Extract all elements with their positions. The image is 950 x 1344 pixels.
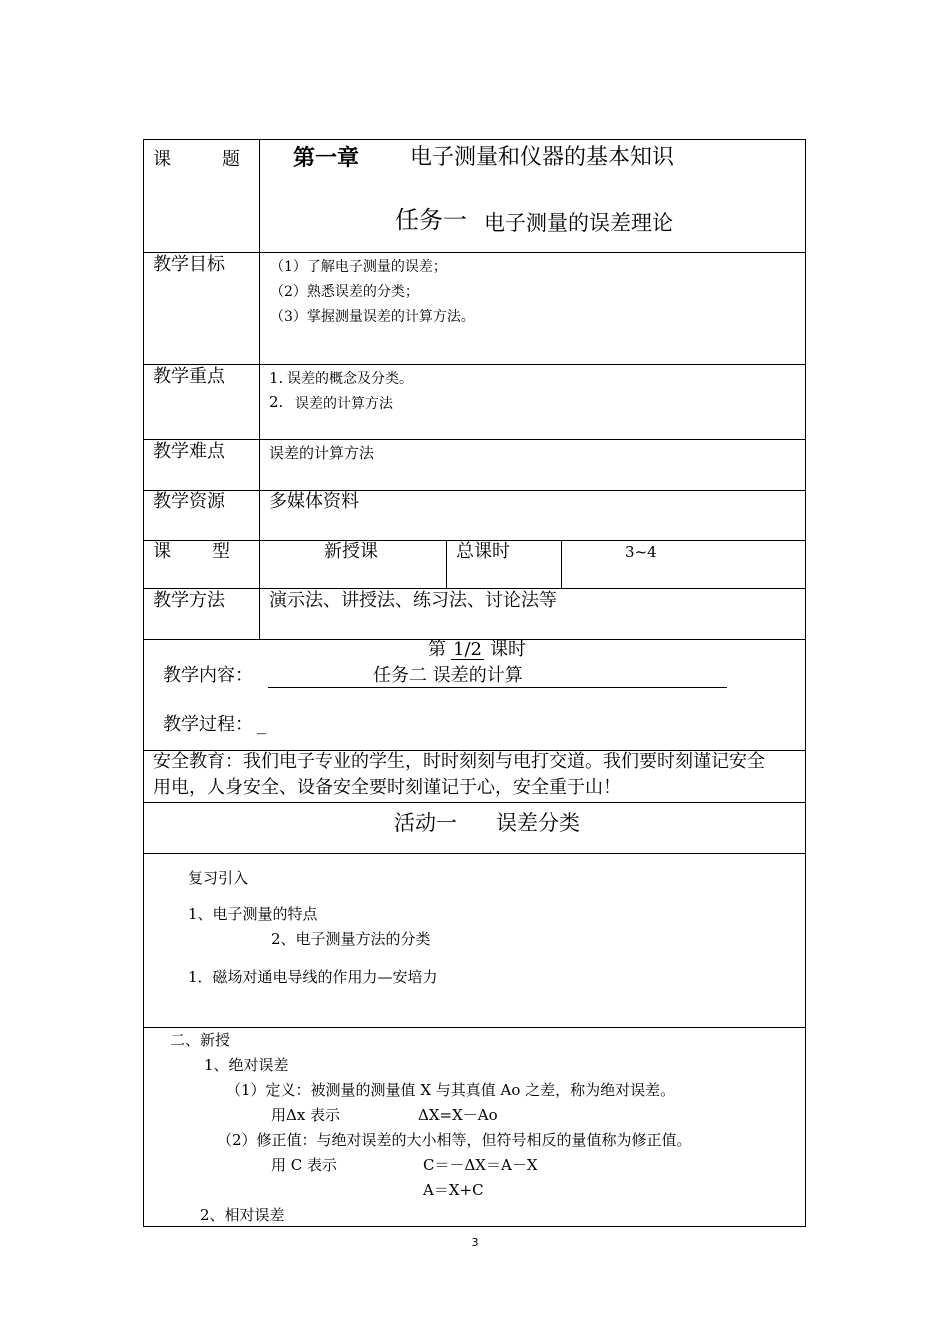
row-divider	[144, 490, 805, 491]
content-label: 教学内容：	[163, 665, 253, 686]
chapter-title: 电子测量和仪器的基本知识	[410, 145, 675, 170]
objective-item: （3）掌握测量误差的计算方法。	[270, 309, 475, 325]
objective-item: （1）了解电子测量的误差；	[270, 259, 447, 275]
period-value: 1/2	[453, 639, 482, 660]
activity-subtitle: 误差分类	[496, 811, 580, 835]
new-lesson-heading: 二、新授	[170, 1031, 231, 1049]
key-points-label: 教学重点	[153, 366, 225, 387]
column-divider	[561, 540, 562, 588]
page-number: 3	[471, 1236, 479, 1249]
methods-text: 演示法、讲授法、练习法、讨论法等	[269, 590, 557, 611]
process-value: _	[257, 714, 266, 735]
objectives-label: 教学目标	[153, 254, 225, 275]
definition-text: （1）定义：被测量的测量值 X 与其真值 Ao 之差，称为绝对误差。	[226, 1081, 676, 1099]
chapter-number: 第一章	[293, 145, 360, 171]
safety-line-1: 安全教育：我们电子专业的学生，时时刻刻与电打交道。我们要时刻谨记安全	[153, 751, 765, 772]
key-point-number: 1.	[269, 369, 284, 387]
difficulty-label: 教学难点	[153, 441, 225, 462]
content-value: 任务二 误差的计算	[373, 665, 523, 686]
row-divider	[144, 853, 805, 854]
topic-label-a: 课	[153, 149, 171, 170]
row-divider	[144, 802, 805, 803]
review-item: 1、电子测量的特点	[188, 905, 318, 923]
resources-label: 教学资源	[153, 491, 225, 512]
safety-line-2: 用电，人身安全、设备安全要时刻谨记于心，安全重于山！	[153, 777, 621, 798]
row-divider	[144, 364, 805, 365]
process-label: 教学过程：	[163, 714, 253, 735]
column-divider	[446, 540, 447, 588]
course-type-label-b: 型	[212, 541, 230, 562]
total-hours-label: 总课时	[456, 541, 510, 562]
course-type-value: 新授课	[324, 541, 378, 562]
row-divider	[144, 252, 805, 253]
absolute-error-heading: 1、绝对误差	[204, 1056, 289, 1074]
row-divider	[144, 588, 805, 589]
course-type-label-a: 课	[153, 541, 171, 562]
review-item: 2、电子测量方法的分类	[271, 930, 431, 948]
relative-error-heading: 2、相对误差	[200, 1206, 285, 1224]
definition-formula: ΔX=X－Ao	[418, 1106, 498, 1124]
content-underline	[268, 687, 727, 688]
topic-label-b: 题	[222, 149, 240, 170]
task-number: 任务一	[395, 206, 467, 234]
key-point-text: 误差的概念及分类。	[287, 371, 413, 387]
methods-label: 教学方法	[153, 590, 225, 611]
key-point-number: 2.	[269, 393, 284, 411]
column-divider	[259, 140, 260, 639]
difficulty-text: 误差的计算方法	[269, 444, 375, 462]
period-prefix: 第	[428, 639, 446, 660]
correction-formula: C＝－ΔX＝A－X	[423, 1156, 538, 1174]
resources-text: 多媒体资料	[269, 491, 359, 512]
review-heading: 复习引入	[188, 869, 249, 887]
correction-formula: A＝X+C	[423, 1181, 484, 1199]
row-divider	[144, 1027, 805, 1028]
review-item: 1．磁场对通电导线的作用力—安培力	[188, 968, 438, 986]
total-hours-value: 3~4	[625, 543, 657, 561]
correction-text: （2）修正值：与绝对误差的大小相等，但符号相反的量值称为修正值。	[217, 1131, 692, 1149]
definition-symbol: 用Δx 表示	[271, 1106, 341, 1124]
key-point-text: 误差的计算方法	[295, 396, 393, 412]
task-title: 电子测量的误差理论	[484, 211, 673, 235]
activity-title: 活动一	[394, 811, 457, 835]
objective-item: （2）熟悉误差的分类；	[270, 284, 419, 300]
row-divider	[144, 439, 805, 440]
period-suffix: 课时	[490, 639, 526, 660]
correction-symbol: 用 C 表示	[271, 1156, 338, 1174]
